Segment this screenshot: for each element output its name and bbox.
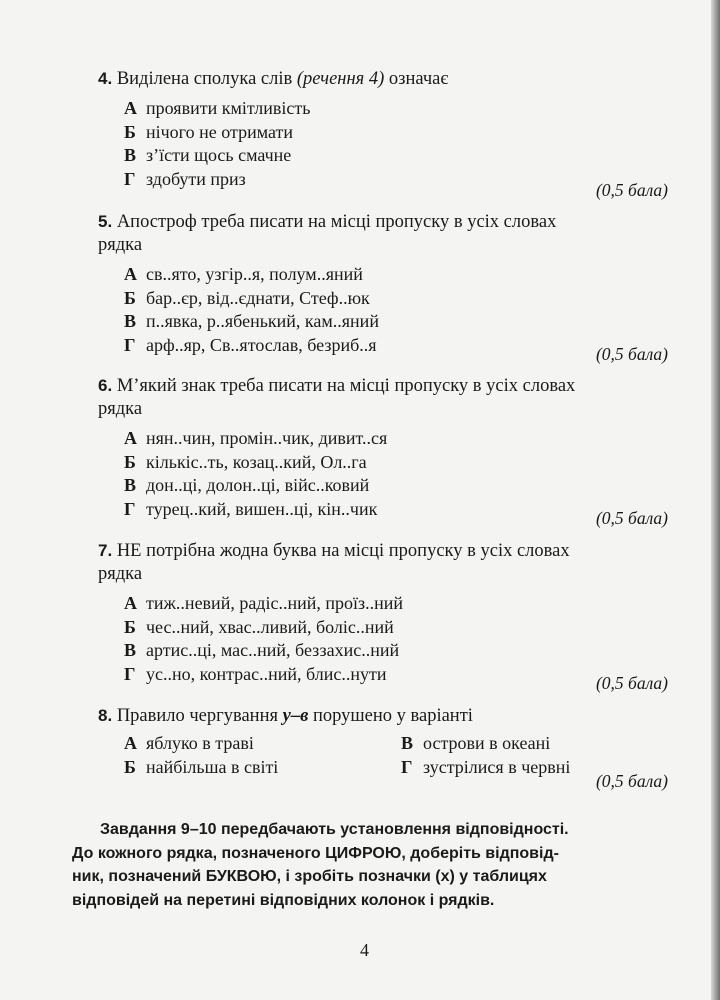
question-number: 8. — [98, 706, 113, 725]
option: Б бар..єр, від..єднати, Стеф..юк — [124, 287, 370, 308]
question-4-score: (0,5 бала) — [595, 180, 668, 200]
question-number: 7. — [98, 541, 113, 560]
question-6-text: 6. М’який знак треба писати на місці пропуску в усіх словах рядка — [98, 376, 576, 419]
question-number: 4. — [98, 69, 113, 88]
option: А тиж..невий, радіс..ний, проїз..ний — [124, 593, 404, 613]
question-5 — [98, 210, 678, 357]
question-4 — [98, 67, 678, 191]
option: А св..ято, узгір..я, полум..яний — [124, 264, 363, 284]
question-7-options — [124, 592, 678, 686]
option: Г арф..яр, Св..ятослав, безриб..я — [124, 334, 377, 355]
option: Б найбільша в світі — [124, 756, 279, 777]
instructions-block: Завдання 9–10 передбачають установлення відповідності. До кожного рядка, позначеного ЦИФРОЮ, доберіть відповід- ник, позначений БУКВОЮ, і зробіть позначки (х) у таблицях відповідей на перетині відповідних колонок і рядків. — [72, 821, 569, 909]
question-6-options — [124, 427, 678, 521]
option: А проявити кмітливість — [124, 98, 311, 118]
question-number: 5. — [98, 212, 113, 231]
question-number: 6. — [98, 376, 113, 395]
page-number: 4 — [360, 940, 369, 960]
question-5-options — [124, 263, 678, 357]
page-edge-shadow — [711, 0, 720, 1000]
question-7-text: 7. НЕ потрібна жодна буква на місці пропуску в усіх словах рядка — [98, 541, 570, 584]
option: В дон..ці, долон..ці, війс..ковий — [124, 475, 370, 495]
option: А нян..чин, промін..чик, дивит..ся — [124, 428, 388, 448]
option: В артис..ці, мас..ний, беззахис..ний — [124, 640, 400, 660]
question-7-score: (0,5 бала) — [595, 673, 668, 693]
option: Б кількіс..ть, козац..кий, Ол..га — [124, 451, 367, 472]
option: Г зустрілися в червні — [401, 756, 571, 777]
question-8-options — [124, 732, 678, 779]
question-8-text: 8. Правило чергування у–в порушено у варіанті — [98, 706, 473, 726]
question-6 — [98, 374, 678, 521]
option: В з’їсти щось смачне — [124, 145, 292, 165]
option: Г турец..кий, вишен..ці, кін..чик — [124, 498, 378, 519]
option: А яблуко в траві — [124, 733, 254, 753]
question-8 — [98, 704, 678, 779]
option: Б нічого не отримати — [124, 121, 294, 142]
question-5-text: 5. Апостроф треба писати на місці пропуску в усіх словах рядка — [98, 212, 557, 255]
question-4-options — [124, 97, 678, 191]
option: Г здобути приз — [124, 168, 246, 189]
option: В острови в океані — [401, 733, 551, 753]
question-4-text: 4. Виділена сполука слів (речення 4) означає — [98, 69, 449, 89]
question-7 — [98, 539, 678, 686]
option: Г ус..но, контрас..ний, блис..нути — [124, 663, 387, 684]
question-5-score: (0,5 бала) — [595, 344, 668, 364]
option: В п..явка, р..ябенький, кам..яний — [124, 311, 379, 331]
question-8-score: (0,5 бала) — [595, 771, 668, 791]
option: Б чес..ний, хвас..ливий, боліс..ний — [124, 616, 394, 637]
question-6-score: (0,5 бала) — [595, 508, 668, 528]
